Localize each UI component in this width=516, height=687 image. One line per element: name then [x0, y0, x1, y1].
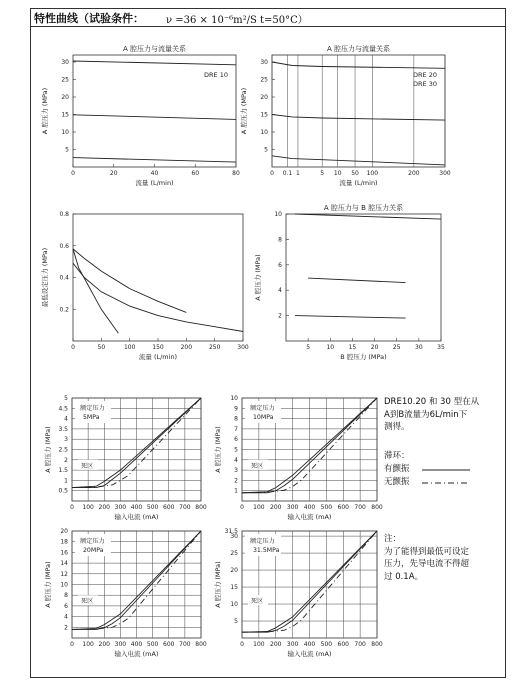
x-tick-label: 60 [191, 170, 200, 177]
note-minimum-pressure [384, 533, 469, 583]
rated-pressure-label: 额定压力 [250, 405, 275, 412]
y-tick-label: 20 [61, 94, 69, 101]
rated-pressure-value: 5MPa [83, 414, 100, 421]
series-line [73, 61, 236, 65]
rated-pressure-value: 10MPa [253, 414, 274, 421]
y-tick-label: 0.6 [59, 242, 69, 250]
x-tick-label: 400 [303, 504, 316, 511]
x-tick-label: 250 [208, 344, 221, 351]
x-tick-label: 200 [270, 504, 282, 511]
series-line [73, 249, 186, 313]
y-tick-label: 2 [64, 624, 68, 632]
y-axis-label: 最低设定压力 (MPa) [41, 247, 49, 308]
legend-label: DRE 20 [413, 71, 437, 79]
x-tick-label: 500 [146, 641, 159, 648]
x-tick-label: 5 [320, 170, 325, 177]
y-tick-label: 10 [274, 211, 282, 218]
x-tick-label: 300 [286, 641, 299, 648]
y-tick-label: 20 [230, 567, 238, 575]
rated-pressure-label: 额定压力 [250, 538, 275, 545]
y-tick-label: 6 [64, 602, 68, 610]
x-tick-label: 0 [71, 344, 75, 351]
rated-pressure-label: 额定压力 [80, 538, 105, 545]
x-tick-label: 200 [180, 344, 193, 351]
y-axis-label: A 腔压力 (MPa) [240, 87, 248, 135]
x-tick-label: 600 [163, 641, 175, 648]
x-tick-label: 300 [439, 170, 451, 177]
y-tick-label: 4 [234, 456, 238, 464]
x-tick-label: 25 [392, 344, 401, 351]
plot-frame [73, 214, 243, 341]
y-tick-label: 10 [61, 129, 69, 136]
y-tick-label: 30 [61, 59, 69, 66]
note-line: 过 0.1A。 [384, 571, 424, 582]
y-tick-label: 4.5 [58, 405, 68, 413]
x-tick-label: 35 [437, 344, 445, 351]
dashdot-line-sample [422, 481, 470, 487]
y-tick-label: 1 [234, 487, 238, 495]
x-tick-label: 600 [163, 504, 175, 511]
dead-zone-label: 死区 [251, 462, 264, 470]
x-axis-label: 流量 (L/min) [135, 179, 174, 187]
x-tick-label: 1 [296, 170, 300, 177]
x-tick-label: 10 [326, 344, 335, 351]
note-line: 测得。 [384, 422, 410, 432]
x-tick-label: 800 [195, 504, 207, 511]
y-tick-label: 16 [60, 549, 68, 557]
x-tick-label: 0 [270, 170, 274, 177]
x-tick-label: 400 [130, 504, 143, 511]
legend-label: DRE 10 [204, 71, 228, 79]
y-tick-label: 30 [260, 59, 268, 66]
y-tick-label: 15 [61, 111, 69, 119]
y-tick-label: 0.4 [59, 274, 69, 282]
x-axis-label: 输入电流 (mA) [287, 513, 332, 521]
y-axis-label: A 腔压力 (MPa) [44, 426, 52, 473]
hysteresis-legend [384, 450, 410, 489]
y-tick-label: 3 [234, 467, 238, 475]
x-tick-label: 200 [98, 641, 110, 648]
x-tick-label: 800 [371, 641, 383, 648]
y-tick-label: 10 [60, 581, 68, 589]
x-tick-label: 400 [130, 641, 143, 648]
y-axis-label: A 腔压力 (MPa) [214, 561, 222, 608]
x-axis-label: 输入电流 (mA) [114, 650, 159, 658]
y-tick-label: 10 [260, 129, 268, 136]
x-tick-label: 300 [114, 641, 127, 648]
y-tick-label: 8 [278, 236, 282, 244]
x-tick-label: 80 [232, 170, 240, 177]
y-tick-label: 2.5 [58, 446, 68, 454]
x-tick-label: 500 [320, 504, 333, 511]
x-tick-label: 100 [366, 170, 379, 177]
note-line: 压力，先导电流不得超 [384, 559, 470, 569]
series-line [308, 278, 406, 283]
x-tick-label: 200 [98, 504, 110, 511]
series-line [73, 158, 236, 163]
series-line [73, 249, 118, 333]
y-tick-label: 20 [60, 528, 68, 535]
plot-frame [286, 214, 441, 341]
test-condition: ν =36 × 10⁻⁶m²/S t=50°C） [166, 15, 308, 26]
chart-title: A 腔压力与 B 腔压力关系 [323, 204, 404, 212]
x-tick-label: 400 [303, 641, 316, 648]
x-axis-label: 流量 (L/min) [339, 179, 378, 187]
y-tick-label: 2 [234, 477, 238, 485]
y-tick-label: 4 [64, 415, 68, 423]
solid-line-sample [422, 468, 470, 474]
y-tick-label: 10 [230, 601, 238, 609]
y-tick-label: 0.8 [59, 211, 69, 218]
x-tick-label: 5 [306, 344, 311, 351]
y-tick-label: 2 [64, 456, 68, 464]
x-tick-label: 0 [70, 641, 74, 648]
x-tick-label: 0 [70, 504, 74, 511]
x-tick-label: 300 [237, 344, 249, 351]
note-line: 注： [384, 534, 402, 544]
x-tick-label: 20 [370, 344, 379, 351]
chart-title: A 腔压力与流量关系 [122, 45, 187, 53]
x-tick-label: 700 [179, 504, 191, 511]
y-tick-label: 5 [64, 395, 68, 402]
y-tick-label: 18 [60, 538, 68, 546]
series-line [295, 214, 441, 219]
page-title: 特性曲线（试验条件： [34, 12, 144, 25]
y-tick-label: 1 [64, 477, 68, 485]
y-axis-label: A 腔压力 (MPa) [254, 254, 262, 301]
x-tick-label: 0 [240, 504, 244, 511]
x-tick-label: 300 [114, 504, 127, 511]
y-tick-label: 5 [234, 446, 238, 454]
y-axis-label: A 腔压力 (MPa) [44, 561, 52, 608]
y-tick-label: 25 [260, 76, 268, 84]
y-tick-label: 5 [264, 146, 268, 154]
x-axis-label: 输入电流 (mA) [114, 513, 159, 521]
y-tick-label: 20 [260, 94, 268, 101]
series-line [73, 263, 243, 331]
y-tick-label: 3 [64, 436, 68, 444]
chart-title: A 腔压力与流量关系 [326, 45, 391, 53]
y-tick-label: 7 [234, 425, 238, 433]
y-tick-label: 5 [65, 146, 69, 154]
y-tick-label: 6 [234, 436, 238, 444]
x-tick-label: 100 [123, 344, 136, 351]
x-axis-label: 流量 (L/min) [138, 353, 178, 361]
x-tick-label: 30 [415, 344, 423, 351]
y-tick-label: 1.5 [58, 467, 68, 475]
note-line: 为了能得到最低可设定 [384, 546, 470, 557]
note-dre-test [384, 396, 479, 434]
dead-zone-label: 死区 [81, 598, 94, 606]
y-tick-label: 4 [64, 613, 68, 621]
x-tick-label: 20 [109, 170, 118, 177]
y-tick-label: 14 [60, 560, 68, 568]
x-tick-label: 100 [253, 504, 265, 511]
x-tick-label: 100 [82, 504, 94, 511]
y-tick-label: 9 [234, 405, 238, 413]
y-tick-label: 4 [278, 287, 282, 295]
x-tick-label: 150 [152, 344, 164, 351]
x-tick-label: 500 [146, 504, 159, 511]
y-tick-label: 0.2 [59, 306, 69, 314]
x-tick-label: 500 [320, 641, 333, 648]
y-tick-label: 0.5 [58, 487, 68, 495]
legend-title: 滞环： [384, 451, 410, 461]
x-tick-label: 600 [337, 641, 349, 648]
x-tick-label: 600 [337, 504, 349, 511]
x-tick-label: 100 [253, 641, 265, 648]
x-tick-label: 0 [71, 170, 75, 177]
series-line [295, 316, 406, 319]
x-tick-label: 15 [348, 344, 357, 351]
x-tick-label: 800 [195, 641, 207, 648]
x-tick-label: 200 [408, 170, 420, 177]
x-tick-label: 700 [354, 641, 366, 648]
y-tick-label: 31.5 [224, 528, 238, 535]
x-tick-label: 300 [286, 504, 299, 511]
rated-pressure-value: 31.5MPa [253, 547, 280, 554]
dead-zone-label: 死区 [251, 598, 264, 606]
y-tick-label: 5 [234, 618, 238, 626]
x-tick-label: 50 [97, 344, 106, 351]
y-axis-label: A 腔压力 (MPa) [41, 87, 49, 135]
rated-pressure-label: 额定压力 [80, 405, 105, 412]
y-tick-label: 3.5 [58, 425, 68, 433]
x-axis-label: 输入电流 (mA) [287, 650, 332, 658]
x-tick-label: 700 [179, 641, 191, 648]
y-tick-label: 30 [230, 533, 238, 541]
dead-zone-label: 死区 [81, 462, 94, 470]
y-tick-label: 6 [278, 261, 282, 269]
x-tick-label: 0 [240, 641, 244, 648]
y-tick-label: 8 [234, 415, 238, 423]
x-tick-label: 100 [82, 641, 94, 648]
legend-without-dither: 无颤振 [384, 476, 410, 487]
note-line: A到B流量为6L/min下 [384, 409, 468, 420]
note-line: DRE10.20 和 30 型在从 [384, 397, 480, 407]
y-tick-label: 15 [260, 111, 268, 119]
x-tick-label: 50 [351, 170, 359, 177]
series-line [73, 115, 236, 120]
x-tick-label: 200 [270, 641, 282, 648]
x-tick-label: 800 [371, 504, 383, 511]
legend-with-dither: 有颤振 [384, 463, 410, 474]
x-tick-label: 10 [333, 170, 342, 177]
x-tick-label: 40 [150, 170, 159, 177]
y-tick-label: 12 [60, 570, 68, 578]
x-axis-label: B 腔压力 (MPa) [340, 353, 387, 361]
legend-label: DRE 30 [413, 80, 437, 88]
y-tick-label: 2 [278, 312, 282, 320]
x-tick-label: 700 [354, 504, 366, 511]
x-tick-label: 0.1 [282, 170, 293, 177]
y-tick-label: 8 [64, 592, 68, 600]
y-tick-label: 25 [230, 550, 238, 558]
y-tick-label: 15 [230, 584, 238, 592]
y-tick-label: 25 [61, 76, 69, 84]
rated-pressure-value: 20MPa [83, 547, 104, 554]
y-tick-label: 10 [230, 395, 238, 402]
y-axis-label: A 腔压力 (MPa) [214, 426, 222, 473]
